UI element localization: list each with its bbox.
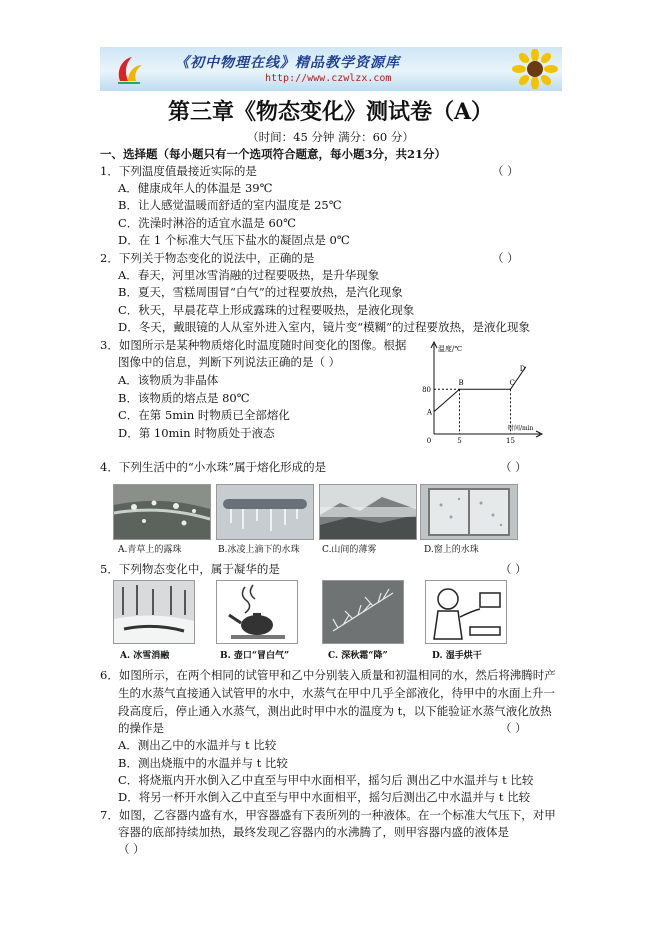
q3-stem-line1: 3．如图所示是某种物质熔化时温度随时间变化的图像。根据	[100, 338, 407, 352]
q4-stem: 4．下列生活中的“小水珠”属于熔化形成的是	[100, 460, 327, 474]
q2-option-b: B．夏天，雪糕周围冒“白气”的过程要放热，是汽化现象	[118, 285, 403, 299]
site-banner	[100, 47, 562, 91]
photo-window-drops	[420, 484, 518, 540]
q5-caption-d: D. 湿手烘干	[432, 651, 482, 661]
q7-line1: 7．如图，乙容器内盛有水，甲容器盛有下表所列的一种液体。在一个标准大气压下，对甲	[100, 808, 556, 822]
q3-option-a: A．该物质为非晶体	[118, 373, 219, 387]
q2-option-c: C．秋天，早晨花草上形成露珠的过程要吸热，是液化现象	[118, 303, 415, 317]
q3-option-c: C．在第 5min 时物质已全部熔化	[118, 408, 290, 422]
photo-hand-dryer	[425, 580, 507, 644]
q3-option-b: B．该物质的熔点是 80℃	[118, 391, 250, 405]
banner-title: 《初中物理在线》精品教学资源库	[175, 55, 400, 71]
site-logo-icon	[114, 53, 144, 85]
exam-time-score: （时间：45 分钟 满分：60 分）	[247, 130, 414, 144]
melting-curve-chart	[420, 338, 545, 448]
chart-point-label-b: B	[458, 379, 464, 388]
photo-kettle-steam	[216, 580, 298, 644]
chart-ytick-80: 80	[422, 386, 431, 395]
q6-line3: 段高度后，停止通入水蒸气，测出此时甲中水的温度为 t，以下能验证水蒸气液化放热	[118, 704, 552, 718]
q2-option-d: D．冬天，戴眼镜的人从室外进入室内，镜片变“模糊”的过程要放热，是液化现象	[118, 320, 530, 334]
q5-answer-blank: （ ）	[500, 562, 527, 576]
q6-line1: 6．如图所示，在两个相同的试管甲和乙中分别装入质量和初温相同的水，然后将沸腾时产	[100, 668, 556, 682]
chart-xlabel: 时间/min	[508, 425, 534, 432]
photo-icicle-drops	[216, 484, 314, 540]
q2-stem: 2．下列关于物态变化的说法中，正确的是	[100, 251, 315, 265]
q6-line2: 生的水蒸气直接通入试管甲的水中，水蒸气在甲中几乎全部液化，待甲中的水面上升一	[118, 686, 555, 700]
q5-stem: 5．下列物态变化中，属于凝华的是	[100, 562, 280, 576]
page-title: 第三章《物态变化》测试卷（A）	[167, 99, 494, 125]
q5-caption-c: C. 深秋霜“降”	[328, 651, 388, 661]
photo-frost	[322, 580, 404, 644]
q3-stem-line2: 图像中的信息，判断下列说法正确的是（ ）	[118, 355, 341, 369]
q6-option-b: B．测出烧瓶中的水温并与 t 比较	[118, 756, 288, 770]
chart-ylabel: 温度/℃	[438, 345, 463, 353]
q4-caption-b: B.冰凌上滴下的水珠	[218, 545, 300, 555]
q6-answer-blank: （ ）	[500, 721, 527, 735]
q1-option-a: A．健康成年人的体温是 39℃	[118, 181, 273, 195]
q5-caption-b: B. 壶口“冒白气”	[220, 651, 290, 661]
q7-answer-blank: （ ）	[118, 842, 145, 856]
sunflower-icon	[512, 49, 558, 89]
chart-point-label-d: D	[519, 364, 526, 373]
q4-caption-d: D.窗上的水珠	[424, 545, 479, 555]
q4-caption-a: A.青草上的露珠	[118, 545, 182, 555]
q1-option-b: B．让人感觉温暖而舒适的室内温度是 25℃	[118, 198, 342, 212]
q6-option-c: C．将烧瓶内开水倒入乙中直至与甲中水面相平，摇匀后 测出乙中水温并与 t 比较	[118, 773, 534, 787]
q1-option-c: C．洗澡时淋浴的适宜水温是 60℃	[118, 216, 296, 230]
chart-guide-lines	[434, 389, 511, 434]
photo-mountain-fog	[319, 484, 417, 540]
section-heading: 一、选择题（每小题只有一个选项符合题意，每小题3分，共21分）	[100, 147, 447, 161]
q2-answer-blank: （ ）	[492, 251, 519, 265]
q7-line2: 容器的底部持续加热，最终发现乙容器内的水沸腾了，则甲容器内盛的液体是	[118, 825, 509, 839]
q2-option-a: A．春天，河里冰雪消融的过程要吸热，是升华现象	[118, 268, 380, 282]
q3-option-d: D．第 10min 时物质处于液态	[118, 426, 275, 440]
q1-stem: 1．下列温度值最接近实际的是	[100, 164, 257, 178]
q6-option-a: A．测出乙中的水温并与 t 比较	[118, 738, 277, 752]
chart-point-label-a: A	[427, 408, 433, 417]
photo-ice-melting	[113, 580, 195, 644]
q4-caption-c: C.山间的薄雾	[322, 545, 377, 555]
photo-grass-dew	[113, 484, 211, 540]
q6-option-d: D．将另一杯开水倒入乙中直至与甲中水面相平，摇匀后测出乙中水温并与 t 比较	[118, 790, 531, 804]
banner-url: http://www.czwlzx.com	[265, 73, 392, 84]
chart-xtick-5: 5	[457, 437, 462, 445]
q5-caption-a: A. 冰雪消融	[120, 651, 170, 661]
chart-xtick-15: 15	[506, 437, 515, 445]
q6-line4: 的操作是	[118, 721, 164, 735]
chart-origin-label: 0	[426, 437, 432, 445]
q1-option-d: D．在 1 个标准大气压下盐水的凝固点是 0℃	[118, 233, 350, 247]
chart-point-label-c: C	[509, 379, 515, 388]
q1-answer-blank: （ ）	[492, 164, 519, 178]
q4-answer-blank: （ ）	[500, 460, 527, 474]
